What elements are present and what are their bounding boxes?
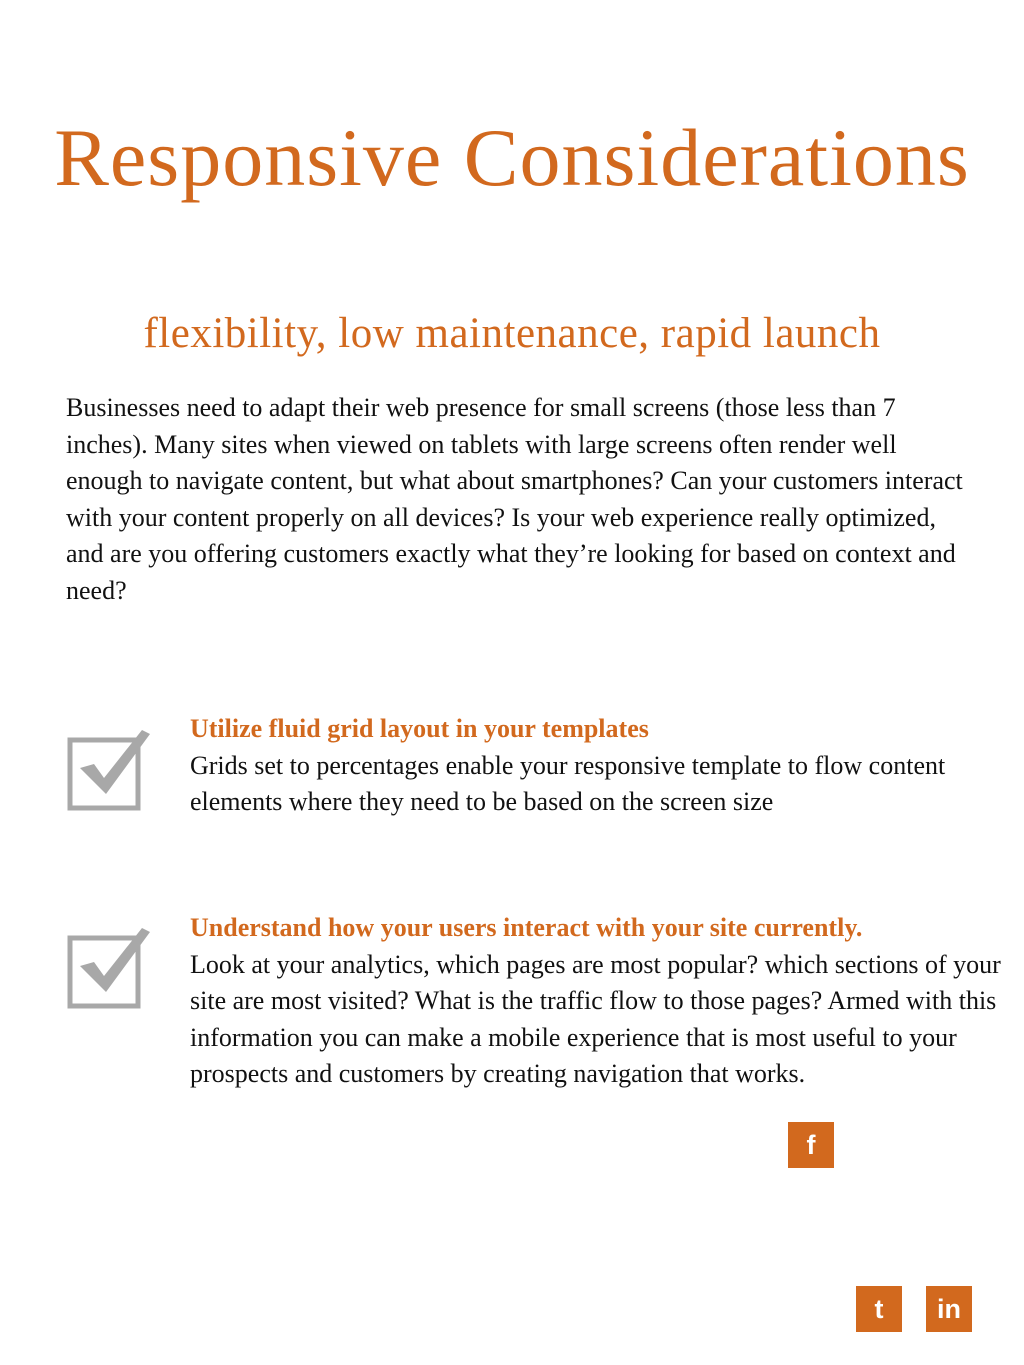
checkbox-checked-icon [64,920,156,1012]
page-subtitle: flexibility, low maintenance, rapid launch [143,310,881,357]
item-heading: Utilize fluid grid layout in your templates [190,714,649,743]
item-body: Look at your analytics, which pages are most popular? which sections of your site are most visited? What is the traffic flow to those pages? Armed with this information you can make a mobile experience that is most useful to your prospects and customers by creating navigation that works. [190,949,1001,1088]
twitter-button[interactable]: t [856,1286,902,1332]
item-heading: Understand how your users interact with your site currently. [190,913,863,942]
item-body: Grids set to percentages enable your responsive template to flow content elements where they need to be based on the screen size [190,750,946,816]
linkedin-button[interactable]: in [926,1286,972,1332]
facebook-button[interactable]: f [788,1122,834,1168]
intro-paragraph: Businesses need to adapt their web presence for small screens (those less than 7 inches). Many sites when viewed on tablets with large screens often render well enough to navigate content, but what about smartphones? Can your customers interact with your content properly on all devices? Is your web experience really optimized, and are you offering customers exactly what they’re looking for based on context and need? [66,393,963,605]
list-item [190,711,1010,821]
list-item [190,910,1010,1093]
page-title: Responsive Considerations [54,112,970,203]
checkbox-checked-icon [64,722,156,814]
